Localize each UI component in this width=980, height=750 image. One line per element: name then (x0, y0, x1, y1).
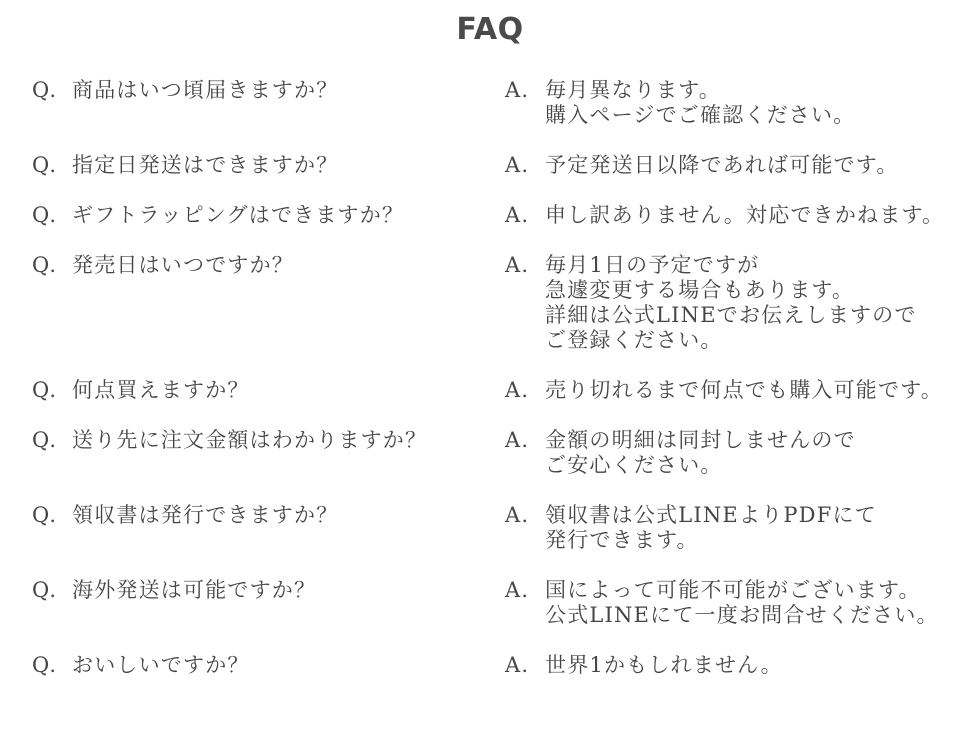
faq-answer (505, 253, 975, 353)
answer-prefix: A. (505, 78, 530, 102)
faq-question (32, 378, 482, 403)
answer-text: 国によって可能不可能がございます。 公式LINEにて一度お問合せください。 (545, 578, 939, 627)
question-text: 送り先に注文金額はわかりますか？ (72, 428, 428, 452)
faq-answer (505, 578, 975, 628)
answer-prefix: A. (505, 253, 530, 277)
answer-prefix: A. (505, 503, 530, 527)
faq-answer (505, 78, 975, 128)
question-text: 商品はいつ頃届きますか？ (72, 78, 339, 102)
question-text: 何点買えますか？ (72, 378, 250, 402)
faq-answer (505, 153, 975, 178)
page-title: FAQ (456, 12, 524, 47)
answer-text: 売り切れるまで何点でも購入可能です。 (545, 378, 943, 402)
question-text: 指定日発送はできますか？ (72, 153, 339, 177)
faq-question (32, 153, 482, 178)
question-prefix: Q. (32, 153, 58, 177)
question-prefix: Q. (32, 503, 58, 527)
answer-text: 毎月1日の予定ですが 急遽変更する場合もあります。 詳細は公式LINEでお伝えしますので ご登録ください。 (545, 253, 917, 352)
question-prefix: Q. (32, 253, 58, 277)
question-text: 海外発送は可能ですか？ (72, 578, 317, 602)
answer-text: 毎月異なります。 購入ページでご確認ください。 (545, 78, 856, 127)
faq-question (32, 203, 482, 228)
answer-text: 領収書は公式LINEよりPDFにて 発行できます。 (545, 503, 877, 552)
answer-prefix: A. (505, 378, 530, 402)
answer-prefix: A. (505, 203, 530, 227)
question-prefix: Q. (32, 378, 58, 402)
question-text: 領収書は発行できますか？ (72, 503, 339, 527)
answer-prefix: A. (505, 578, 530, 602)
faq-question (32, 428, 482, 453)
question-prefix: Q. (32, 78, 58, 102)
faq-answer (505, 653, 975, 678)
faq-answer (505, 503, 975, 553)
faq-question (32, 253, 482, 278)
faq-question (32, 78, 482, 103)
faq-question (32, 503, 482, 528)
answer-text: 予定発送日以降であれば可能です。 (545, 153, 899, 177)
answer-text: 申し訳ありません。対応できかねます。 (545, 203, 945, 227)
question-text: おいしいですか？ (72, 653, 250, 677)
answer-prefix: A. (505, 653, 530, 677)
answer-prefix: A. (505, 153, 530, 177)
faq-answer (505, 203, 975, 228)
question-prefix: Q. (32, 578, 58, 602)
question-prefix: Q. (32, 428, 58, 452)
answer-text: 金額の明細は同封しませんので ご安心ください。 (545, 428, 856, 477)
faq-question (32, 578, 482, 603)
faq-answer (505, 428, 975, 478)
question-text: ギフトラッピングはできますか？ (72, 203, 405, 227)
question-text: 発売日はいつですか？ (72, 253, 294, 277)
answer-prefix: A. (505, 428, 530, 452)
faq-answer (505, 378, 975, 403)
faq-question (32, 653, 482, 678)
answer-text: 世界1かもしれません。 (545, 653, 783, 677)
question-prefix: Q. (32, 203, 58, 227)
question-prefix: Q. (32, 653, 58, 677)
